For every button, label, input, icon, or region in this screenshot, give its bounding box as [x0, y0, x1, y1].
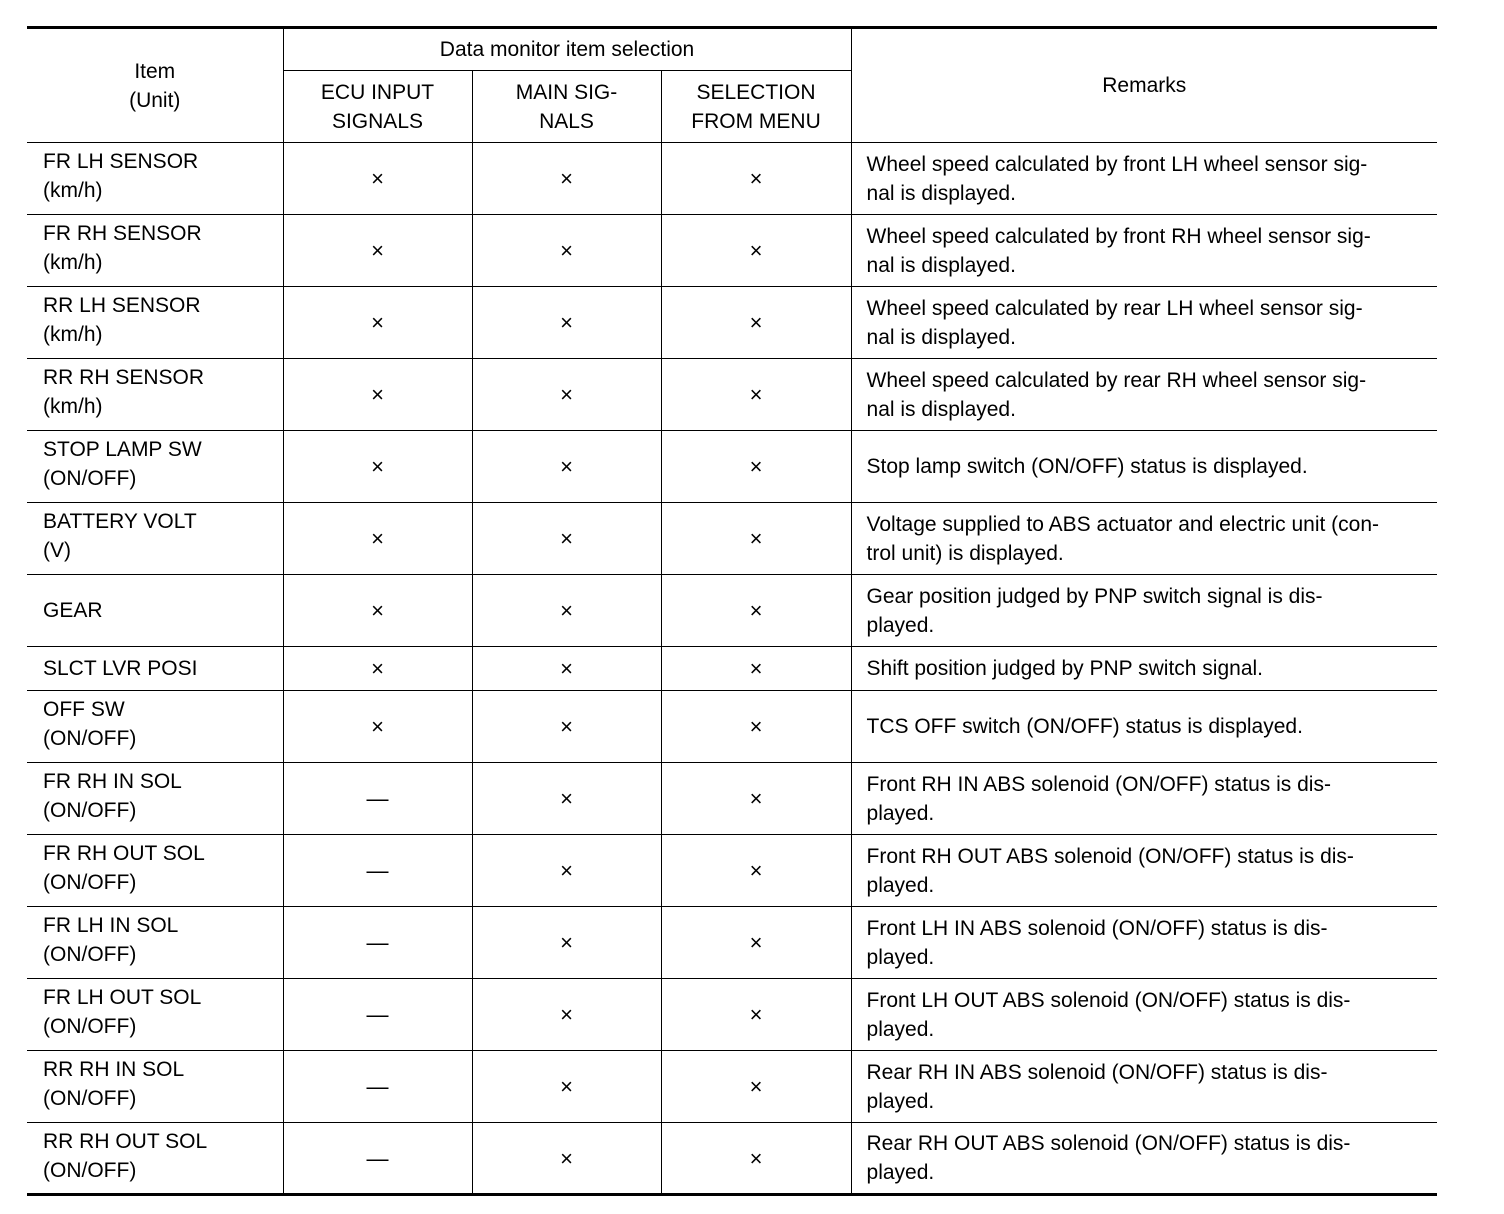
main-signals-mark: ×	[472, 287, 661, 359]
item-unit: (ON/OFF)	[43, 943, 137, 966]
selection-menu-mark: ×	[661, 647, 851, 691]
remark-cell	[851, 215, 1437, 287]
remark-line: nal is displayed.	[866, 181, 1016, 205]
ecu-input-mark: ×	[283, 287, 472, 359]
remark-line: TCS OFF switch (ON/OFF) status is displayed.	[866, 715, 1303, 738]
item-name: RR RH SENSOR	[43, 366, 205, 389]
remark-cell	[851, 431, 1437, 503]
item-cell	[27, 143, 283, 215]
menu-header-line1: SELECTION	[696, 80, 816, 104]
ecu-input-mark: ×	[283, 503, 472, 575]
ecu-input-mark: ×	[283, 691, 472, 763]
ecu-input-mark: —	[283, 1051, 472, 1123]
ecu-header-line1: ECU INPUT	[320, 80, 435, 104]
remark-cell	[851, 647, 1437, 691]
item-unit: (ON/OFF)	[43, 1159, 137, 1182]
selection-menu-mark: ×	[661, 907, 851, 979]
main-header-line1: MAIN SIG-	[515, 80, 618, 104]
selection-menu-mark: ×	[661, 1051, 851, 1123]
remark-line: Wheel speed calculated by front LH wheel sensor sig-	[866, 152, 1368, 176]
remark-line: Rear RH IN ABS solenoid (ON/OFF) status is dis-	[866, 1060, 1328, 1084]
item-unit: (ON/OFF)	[43, 727, 137, 750]
item-name: FR RH IN SOL	[43, 770, 182, 793]
remark-line: played.	[866, 945, 935, 969]
item-name: OFF SW	[43, 698, 125, 721]
remark-line: Wheel speed calculated by rear LH wheel sensor sig-	[866, 296, 1363, 320]
selection-menu-mark: ×	[661, 503, 851, 575]
item-unit: (ON/OFF)	[43, 1087, 137, 1110]
remark-cell	[851, 287, 1437, 359]
ecu-input-signals-header	[283, 71, 472, 143]
remark-line: Rear RH OUT ABS solenoid (ON/OFF) status is dis-	[866, 1132, 1351, 1155]
remarks-header: Remarks	[851, 28, 1437, 143]
item-cell	[27, 575, 283, 647]
item-cell	[27, 431, 283, 503]
item-unit: (ON/OFF)	[43, 799, 137, 822]
main-signals-mark: ×	[472, 763, 661, 835]
item-cell	[27, 1123, 283, 1195]
item-name: FR RH SENSOR	[43, 222, 202, 245]
remark-cell	[851, 1123, 1437, 1195]
item-name: FR LH SENSOR	[43, 150, 199, 173]
remark-line: played.	[866, 613, 935, 637]
remark-cell	[851, 359, 1437, 431]
ecu-input-mark: —	[283, 907, 472, 979]
remark-cell	[851, 1051, 1437, 1123]
item-unit: (km/h)	[43, 323, 103, 346]
selection-menu-mark: ×	[661, 287, 851, 359]
item-header-label: Item	[134, 59, 176, 83]
main-signals-mark: ×	[472, 143, 661, 215]
item-cell	[27, 763, 283, 835]
item-cell	[27, 647, 283, 691]
item-cell	[27, 503, 283, 575]
remark-line: played.	[866, 873, 935, 897]
item-cell	[27, 691, 283, 763]
data-monitor-table	[27, 26, 1437, 1196]
item-name: STOP LAMP SW	[43, 438, 202, 461]
remark-line: Front RH OUT ABS solenoid (ON/OFF) status is dis-	[866, 844, 1354, 868]
remark-cell	[851, 143, 1437, 215]
table-row	[27, 1051, 1437, 1123]
item-cell	[27, 215, 283, 287]
table-row	[27, 1123, 1437, 1195]
ecu-input-mark: —	[283, 763, 472, 835]
selection-menu-mark: ×	[661, 143, 851, 215]
main-signals-header	[472, 71, 661, 143]
remark-line: Front LH OUT ABS solenoid (ON/OFF) status is dis-	[866, 988, 1351, 1012]
table-row	[27, 647, 1437, 691]
selection-menu-mark: ×	[661, 431, 851, 503]
remark-line: played.	[866, 801, 935, 825]
table-row	[27, 763, 1437, 835]
table-row	[27, 691, 1437, 763]
item-name: FR LH OUT SOL	[43, 986, 202, 1009]
main-signals-mark: ×	[472, 503, 661, 575]
remark-cell	[851, 979, 1437, 1051]
remark-cell	[851, 691, 1437, 763]
main-signals-mark: ×	[472, 359, 661, 431]
item-name: RR RH IN SOL	[43, 1058, 185, 1081]
item-unit: (km/h)	[43, 179, 103, 202]
selection-menu-mark: ×	[661, 575, 851, 647]
item-name: RR LH SENSOR	[43, 294, 201, 317]
selection-menu-mark: ×	[661, 359, 851, 431]
item-cell	[27, 835, 283, 907]
ecu-input-mark: —	[283, 835, 472, 907]
remark-line: nal is displayed.	[866, 397, 1016, 421]
remark-line: Front LH IN ABS solenoid (ON/OFF) status is dis-	[866, 916, 1328, 940]
item-name: GEAR	[43, 599, 103, 622]
item-unit: (V)	[43, 539, 71, 562]
table-row	[27, 907, 1437, 979]
ecu-input-mark: ×	[283, 647, 472, 691]
remark-line: played.	[866, 1089, 935, 1113]
main-header-line2: NALS	[539, 109, 594, 133]
ecu-input-mark: ×	[283, 431, 472, 503]
main-signals-mark: ×	[472, 979, 661, 1051]
item-unit-header	[27, 28, 283, 143]
table-row	[27, 575, 1437, 647]
remark-line: Stop lamp switch (ON/OFF) status is displayed.	[866, 455, 1308, 478]
remark-line: Wheel speed calculated by front RH wheel sensor sig-	[866, 224, 1371, 248]
table-row	[27, 359, 1437, 431]
remark-line: played.	[866, 1161, 935, 1184]
menu-header-line2: FROM MENU	[691, 109, 821, 133]
unit-header-label: (Unit)	[129, 88, 181, 112]
remark-line: played.	[866, 1017, 935, 1041]
selection-menu-mark: ×	[661, 215, 851, 287]
data-monitor-selection-header: Data monitor item selection	[283, 28, 851, 71]
selection-menu-mark: ×	[661, 763, 851, 835]
main-signals-mark: ×	[472, 907, 661, 979]
item-cell	[27, 907, 283, 979]
table-header	[27, 28, 1437, 143]
table-row	[27, 215, 1437, 287]
ecu-input-mark: ×	[283, 575, 472, 647]
main-signals-mark: ×	[472, 215, 661, 287]
ecu-input-mark: —	[283, 979, 472, 1051]
table-body	[27, 143, 1437, 1195]
item-unit: (km/h)	[43, 251, 103, 274]
main-signals-mark: ×	[472, 835, 661, 907]
ecu-input-mark: ×	[283, 359, 472, 431]
remark-cell	[851, 575, 1437, 647]
selection-menu-mark: ×	[661, 979, 851, 1051]
main-signals-mark: ×	[472, 1051, 661, 1123]
remark-line: trol unit) is displayed.	[866, 541, 1064, 565]
item-cell	[27, 1051, 283, 1123]
remark-cell	[851, 763, 1437, 835]
table-row	[27, 979, 1437, 1051]
remark-line: nal is displayed.	[866, 325, 1016, 349]
remark-line: nal is displayed.	[866, 253, 1016, 277]
item-cell	[27, 359, 283, 431]
main-signals-mark: ×	[472, 691, 661, 763]
ecu-header-line2: SIGNALS	[331, 109, 424, 133]
remark-cell	[851, 503, 1437, 575]
item-name: RR RH OUT SOL	[43, 1130, 208, 1153]
selection-from-menu-header	[661, 71, 851, 143]
main-signals-mark: ×	[472, 1123, 661, 1195]
remark-line: Shift position judged by PNP switch signal.	[866, 657, 1264, 680]
ecu-input-mark: —	[283, 1123, 472, 1195]
main-signals-mark: ×	[472, 431, 661, 503]
item-unit: (ON/OFF)	[43, 1015, 137, 1038]
table-row	[27, 503, 1437, 575]
item-unit: (ON/OFF)	[43, 871, 137, 894]
main-signals-mark: ×	[472, 575, 661, 647]
ecu-input-mark: ×	[283, 215, 472, 287]
header-row-top	[27, 28, 1437, 71]
item-unit: (km/h)	[43, 395, 103, 418]
item-cell	[27, 979, 283, 1051]
table-row	[27, 143, 1437, 215]
item-name: FR RH OUT SOL	[43, 842, 205, 865]
selection-menu-mark: ×	[661, 1123, 851, 1195]
remark-cell	[851, 907, 1437, 979]
remark-cell	[851, 835, 1437, 907]
item-name: FR LH IN SOL	[43, 914, 179, 937]
selection-menu-mark: ×	[661, 835, 851, 907]
item-cell	[27, 287, 283, 359]
item-name: BATTERY VOLT	[43, 510, 197, 533]
item-name: SLCT LVR POSI	[43, 657, 198, 680]
item-unit: (ON/OFF)	[43, 467, 137, 490]
table-row	[27, 835, 1437, 907]
ecu-input-mark: ×	[283, 143, 472, 215]
table-row	[27, 431, 1437, 503]
remark-line: Gear position judged by PNP switch signal is dis-	[866, 584, 1323, 608]
main-signals-mark: ×	[472, 647, 661, 691]
remark-line: Voltage supplied to ABS actuator and electric unit (con-	[866, 512, 1379, 536]
selection-menu-mark: ×	[661, 691, 851, 763]
remark-line: Front RH IN ABS solenoid (ON/OFF) status is dis-	[866, 772, 1331, 796]
table-row	[27, 287, 1437, 359]
remark-line: Wheel speed calculated by rear RH wheel sensor sig-	[866, 368, 1367, 392]
